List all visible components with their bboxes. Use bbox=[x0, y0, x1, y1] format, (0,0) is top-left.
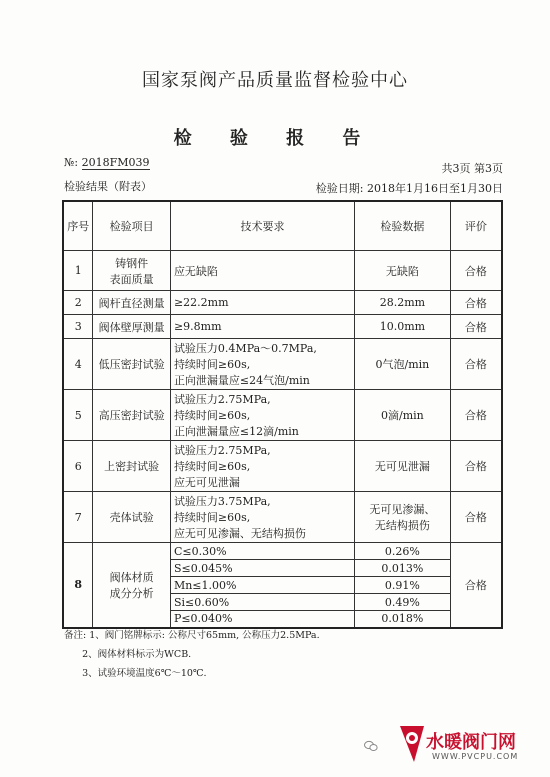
remark-line: 3、试验环境温度6℃～10℃. bbox=[64, 668, 207, 679]
row-number: 5 bbox=[63, 390, 93, 441]
row-requirement: 试验压力2.75MPa, 持续时间≥60s, 应无可见泄漏 bbox=[170, 441, 354, 492]
row-requirement: 试验压力2.75MPa, 持续时间≥60s, 正向泄漏量应≤12滴/min bbox=[170, 390, 354, 441]
row-evaluation: 合格 bbox=[450, 251, 502, 291]
remark-line: 备注: 1、阀门铭牌标示: 公称尺寸65mm, 公称压力2.5MPa. bbox=[64, 630, 320, 641]
composition-data: 0.018% bbox=[355, 611, 451, 628]
row-number: 1 bbox=[63, 251, 93, 291]
row-data: 无可见渗漏、 无结构损伤 bbox=[355, 492, 451, 543]
composition-requirement: S≤0.045% bbox=[170, 560, 354, 577]
composition-requirement: Si≤0.60% bbox=[170, 594, 354, 611]
row-evaluation: 合格 bbox=[450, 390, 502, 441]
row-evaluation: 合格 bbox=[450, 543, 502, 628]
row-number: 4 bbox=[63, 339, 93, 390]
row-item: 低压密封试验 bbox=[93, 339, 171, 390]
row-item: 高压密封试验 bbox=[93, 390, 171, 441]
report-number-prefix: №: bbox=[64, 156, 79, 169]
col-header-requirement: 技术要求 bbox=[170, 201, 354, 251]
row-evaluation: 合格 bbox=[450, 315, 502, 339]
row-item: 上密封试验 bbox=[93, 441, 171, 492]
row-evaluation: 合格 bbox=[450, 291, 502, 315]
composition-requirement: C≤0.30% bbox=[170, 543, 354, 560]
watermark bbox=[376, 722, 546, 770]
watermark-url: WWW.PVCPU.COM bbox=[432, 752, 519, 761]
row-number: 6 bbox=[63, 441, 93, 492]
row-item: 铸钢件 表面质量 bbox=[93, 251, 171, 291]
page-count: 共3页 第3页 bbox=[441, 162, 503, 175]
row-number: 2 bbox=[63, 291, 93, 315]
row-data: 0滴/min bbox=[355, 390, 451, 441]
row-evaluation: 合格 bbox=[450, 441, 502, 492]
table-row bbox=[63, 390, 502, 441]
row-item: 阀体材质 成分分析 bbox=[93, 543, 171, 628]
col-header-evaluation: 评价 bbox=[450, 201, 502, 251]
table-row bbox=[63, 339, 502, 390]
col-header-item: 检验项目 bbox=[93, 201, 171, 251]
test-date bbox=[316, 180, 503, 196]
remark-line: 2、阀体材料标示为WCB. bbox=[64, 649, 192, 660]
table-row bbox=[63, 543, 502, 560]
row-data: 无缺陷 bbox=[355, 251, 451, 291]
table-row bbox=[63, 251, 502, 291]
composition-data: 0.26% bbox=[355, 543, 451, 560]
row-data: 10.0mm bbox=[355, 315, 451, 339]
col-header-no: 序号 bbox=[63, 201, 93, 251]
table-row bbox=[63, 441, 502, 492]
composition-requirement: Mn≤1.00% bbox=[170, 577, 354, 594]
table-row bbox=[63, 492, 502, 543]
row-number: 7 bbox=[63, 492, 93, 543]
row-requirement: 试验压力0.4MPa～0.7MPa, 持续时间≥60s, 正向泄漏量应≤24气泡/min bbox=[170, 339, 354, 390]
row-requirement: 应无缺陷 bbox=[170, 251, 354, 291]
table-row bbox=[63, 291, 502, 315]
report-number-value: 2018FM039 bbox=[81, 156, 150, 169]
row-requirement: 试验压力3.75MPa, 持续时间≥60s, 应无可见渗漏、无结构损伤 bbox=[170, 492, 354, 543]
row-evaluation: 合格 bbox=[450, 492, 502, 543]
col-header-data: 检验数据 bbox=[355, 201, 451, 251]
report-number bbox=[64, 156, 150, 169]
remarks bbox=[64, 626, 320, 683]
row-data: 无可见泄漏 bbox=[355, 441, 451, 492]
org-name: 国家泵阀产品质量监督检验中心 bbox=[142, 70, 408, 91]
test-date-label: 检验日期: bbox=[315, 182, 364, 195]
row-number: 8 bbox=[63, 543, 93, 628]
composition-requirement: P≤0.040% bbox=[170, 611, 354, 628]
watermark-text: 水暖阀门网 bbox=[426, 732, 516, 753]
composition-data: 0.013% bbox=[355, 560, 451, 577]
results-table bbox=[62, 200, 503, 629]
table-row bbox=[63, 315, 502, 339]
composition-data: 0.91% bbox=[355, 577, 451, 594]
row-item: 阀杆直径测量 bbox=[93, 291, 171, 315]
test-date-range: 2018年1月16日至1月30日 bbox=[367, 182, 503, 195]
composition-data: 0.49% bbox=[355, 594, 451, 611]
row-item: 壳体试验 bbox=[93, 492, 171, 543]
valve-logo-icon bbox=[394, 722, 430, 766]
row-requirement: ≥9.8mm bbox=[170, 315, 354, 339]
row-evaluation: 合格 bbox=[450, 339, 502, 390]
row-item: 阀体壁厚测量 bbox=[93, 315, 171, 339]
row-number: 3 bbox=[63, 315, 93, 339]
row-requirement: ≥22.2mm bbox=[170, 291, 354, 315]
table-header-row bbox=[63, 201, 502, 251]
report-title: 检 验 报 告 bbox=[173, 128, 377, 149]
section-title: 检验结果（附表） bbox=[64, 180, 152, 193]
row-data: 0气泡/min bbox=[355, 339, 451, 390]
row-data: 28.2mm bbox=[355, 291, 451, 315]
